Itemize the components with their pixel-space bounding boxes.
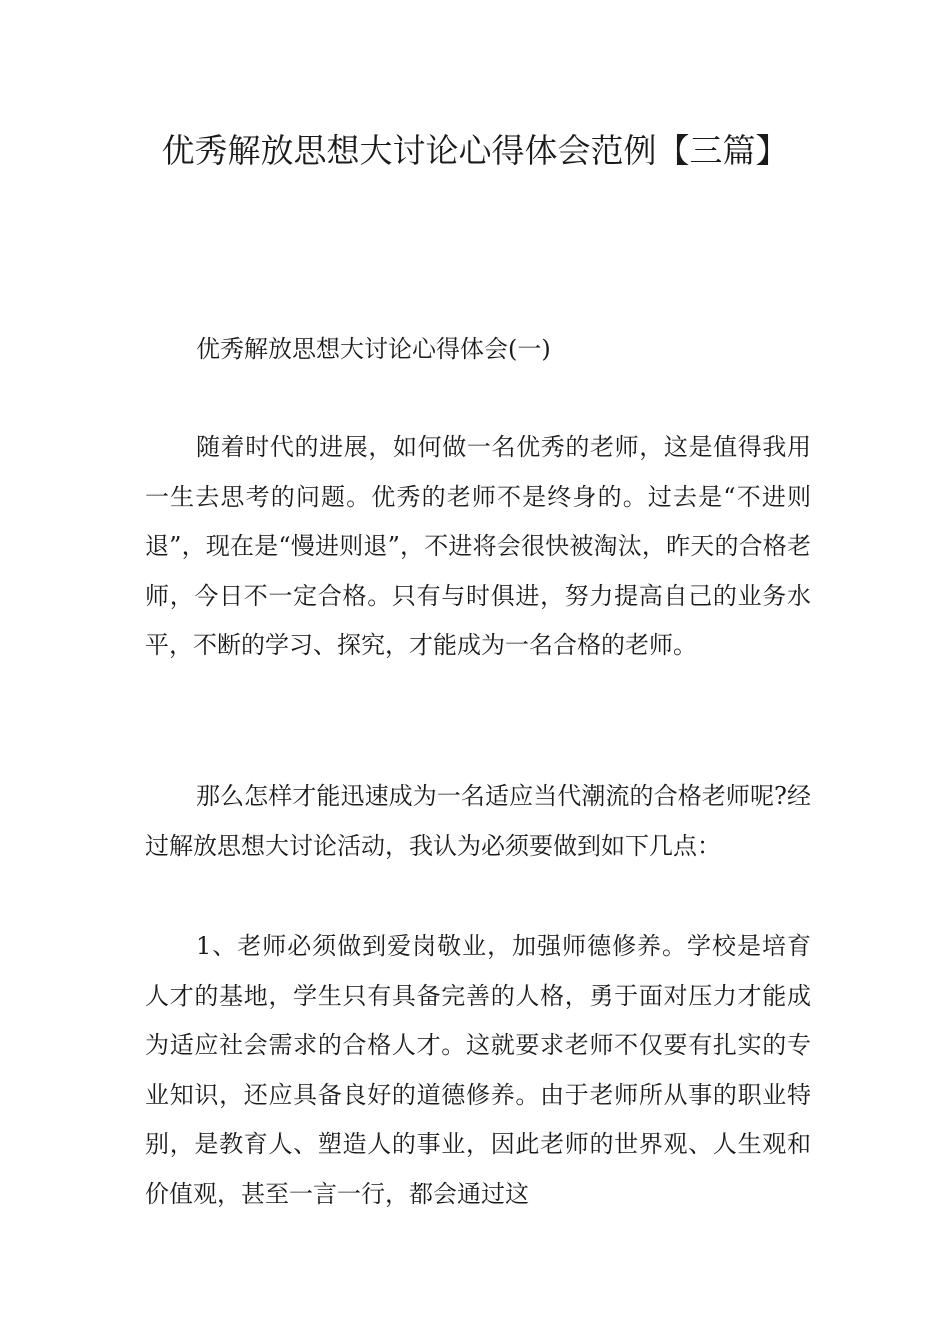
body-paragraph: 那么怎样才能迅速成为一名适应当代潮流的合格老师呢?经过解放思想大讨论活动，我认为必须要做到如下几点： <box>145 782 811 860</box>
body-paragraph: 随着时代的进展，如何做一名优秀的老师，这是值得我用一生去思考的问题。优秀的老师不是终身的。过去是“不进则退”，现在是“慢进则退”，不进将会很快被淘汰，昨天的合格老师，今日不一定合格。只有与时俱进，努力提高自己的业务水平，不断的学习、探究，才能成为一名合格的老师。 <box>145 433 811 660</box>
section-heading: 优秀解放思想大讨论心得体会(一) <box>196 335 551 363</box>
body-paragraph: 1、老师必须做到爱岗敬业，加强师德修养。学校是培育人才的基地，学生只有具备完善的人格，勇于面对压力才能成为适应社会需求的合格人才。这就要求老师不仅要有扎实的专业知识，还应具备良好的道德修养。由于老师所从事的职业特别，是教育人、塑造人的事业，因此老师的世界观、人生观和价值观，甚至一言一行，都会通过这 <box>145 932 811 1208</box>
document-title: 优秀解放思想大讨论心得体会范例【三篇】 <box>161 131 789 170</box>
